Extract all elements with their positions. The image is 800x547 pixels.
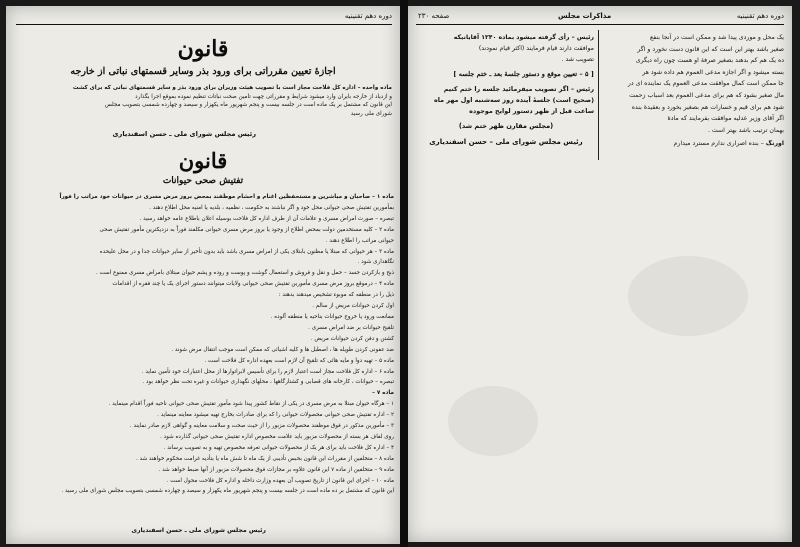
law1-body [14,84,392,118]
right-column-line: اگر آقای وزیر عدلیه موافقت بفرمایند که مادهٔ [667,115,784,123]
agenda-line: (صحیح است) جلسهٔ آینده روز سه‌شنبه اول مهر ماه [434,96,594,104]
law2-line: ضد عفونی کردن طویله ها ، اصطبل ها و کلیه اشیائی که ممکن است موجب انتقال مرض شوند . [171,346,394,353]
law2-line: ۲ – اداره تفتیش صحی حیوانی محصولات حیوانی را که برای صادرات بخارج تهیه میشود معاینه مینماید . [157,412,394,419]
law1-line: شورای ملی رسید [350,110,392,117]
law2-line: ۱ – هرگاه حیوان مبتلا به مرض مسری در یکی از نقاط کشور پیدا شود مأمور تفتیش صحی حیوانی ناحیه فوراً اقدام مینماید . [108,401,394,408]
law2-line: این قانون که مشتمل بر ده ماده است در جلسه بیست و پنجم شهریور ماه یکهزار و سیصد و چهارده شمسی بتصویب مجلس شورای ملی رسید . [61,488,394,495]
right-column-line: یک محل و موردی پیدا شد و ممکن است در آنجا بنفع [649,34,784,41]
law2-line: ماده ۹ – متخلفین از ماده ۷ این قانون علاوه بر مجازات فوق محصولات مزبور از آنها ضبط خواهد شد . [158,466,394,473]
book-gutter [400,0,408,547]
law2-line: بمأمورین تفتیش صحی حیوانی محل خود و اگر نباشند به حکومت ، نظمیه ، بلدیه یا امنیه محل اطلاع دهند . [149,204,394,211]
law2-line: ماده ۷ – [372,390,394,397]
right-page-header-page-number: صفحه ۲۳۰ [418,12,450,20]
right-column-line: شود هم برای قیم و خسارات هم بصغیر بخورد و بعقیدهٔ بنده [631,103,784,111]
left-page-header-session: دوره دهم تقنینیه [344,12,392,20]
law2-line: ماده ۱۰ – اجرای این قانون از تاریخ تصویب آن بعهده وزارت داخله و اداره کل فلاحت محول است . [166,477,394,484]
law2-line: تلقیح حیوانات بر ضد امراض مسری . [308,324,394,331]
paper-stain [448,386,538,456]
law2-line: ماده ۳ – هر حیوانی که مبتلا یا مظنون بابتلای یکی از امراض مسری باشد باید بدون تأخیر از سایر حیوانات جدا و در محل علیحده [99,248,394,255]
law1-line: ماده واحده – اداره کل فلاحت مجاز است با تصویب هیئت وزیران برای ورود بذر و سایر قسمتهای نباتی که برای کشت [72,85,392,91]
law2-signature: رئیس مجلس شورای ملی ـ حسن اسفندیاری [131,527,266,534]
law2-line: تبصره – حیوانات ، کارخانه های قصابی و کشتارگاهها ، محلهای نگهداری حیوانات و غیره تحت نظر خواهد بود . [142,379,394,386]
header-rule [416,24,784,25]
law2-line: نگاهداری شود . [357,259,394,266]
right-page [408,6,792,542]
left-column-text [418,32,594,65]
right-column-text [604,32,784,136]
right-column-line: مال صغیر بشود که هم برای مدعی العموم بعد اسباب زحمت [629,91,784,99]
law2-line: ماده ۸ – متخلفین از مقررات این قانون بحبس تأدیبی از یک ماه تا شش ماه یا بتأدیه غرامت محکوم خواهند شد . [135,455,394,462]
right-column-line: جا ممکن است کمال موافقت مدعی العموم یک نماینده ای در [627,80,784,88]
paper-stain [628,256,748,336]
left-page [6,6,400,544]
law2-line: روی لفاف هر بسته از محصولات مزبور باید علامت مخصوص اداره تفتیش صحی حیوانی گذارده شود . [160,433,394,440]
right-page-header-session: دوره دهم تقنینیه [736,12,784,20]
agenda-line: ساعت قبل از ظهر دستور لوایح موجوده [469,107,594,115]
law2-title: قانون [178,148,228,173]
law2-line: ماده ۱ – صاحبان و مباشرین و مستحفظین اغنام و احشام موظفند بمحض بروز مرض مسری در حیوانات خود مراتب را فوراً [59,194,394,200]
law1-signature: رئیس مجلس شورای ملی ـ حسن اسفندیاری [112,130,256,138]
agenda-heading: [ ۵ – تعیین موقع و دستور جلسهٔ بعد ـ ختم جلسه ] [453,70,594,78]
speaker-text: بنده اصراری ندارم مسترد میدارم [673,140,759,147]
right-column-line: ده یک هم کم بدهند بصغیر صرفهٔ او هست چون راه دیگری [635,57,784,65]
agenda-line: رئیس – اگر تصویب میفرمائید جلسه را ختم کنیم [443,85,594,93]
column-divider [598,30,599,160]
right-column-line: بهمان ترتیب باشد بهتر است . [707,126,784,134]
law2-line: تبصره – صورت امراض مسری و علامات آن از طرف اداره کل فلاحت بوسیله اعلان باطلاع عامه خواهد رسید . [139,215,394,222]
agenda-text [418,84,594,117]
right-page-header-title: مذاکرات مجلس [558,12,612,20]
law2-line: کشتن و دفن کردن حیوانات مریض . [310,335,394,342]
law2-subtitle: تفتیش صحی حیوانات [162,176,244,186]
law2-line: ذیل را در منطقه که موبوء تشخیص میدهند بدهند : [278,292,394,299]
law1-subtitle: اجازهٔ تعیین مقرراتی برای ورود بذر وسایر قسمتهای نباتی از خارجه [70,66,336,77]
right-page-signature: رئیس مجلس شورای ملی – حسن اسفندیاری [429,138,583,146]
speaker-name: اورنگ [765,140,784,147]
right-column-line: بسته میشود و اگر اجازه مدعی العموم هم داده شود هر [642,68,784,76]
law1-title: قانون [177,36,229,62]
law2-line: حیوانی مراتب را اطلاع دهند . [325,237,394,244]
law2-line: ماده ۴ – درموقع بروز مرض مسری مأمورین تفتیش صحی حیوانی ولایات میتوانند دستور اجرای یک یا چند فقره از اقدامات [112,281,394,288]
session-closing-note: (مجلس مقارن ظهر ختم شد) [458,122,554,130]
law2-line: ماده ۵ – تهیه دوا و مایه هائی که تلقیح آن لازم است بعهده اداره کل فلاحت است . [204,357,394,364]
law1-line: این قانون که مشتمل بر یک ماده است در جلسه بیست و پنجم شهریور ماه یکهزار و سیصد و چهارده شمسی بتصویب مجلس [104,102,392,109]
speaker-remark [604,140,784,149]
left-column-line: تصویب شد . [561,56,594,63]
law2-line: ماده ۶ – اداره کل فلاحت مجاز است اعتبار لازم را برای تأسیس لابراتوارها از محل اعتبارات خود تأمین نماید . [141,368,394,375]
left-column-line: موافقت دارند قیام فرمایند (اکثر قیام نمودند) [478,45,594,52]
header-rule [16,24,392,25]
speaker-line: اورنگ – بنده اصراری ندارم مسترد میدارم [673,140,784,147]
law2-line: ۴ – اداره کل فلاحت باید برای هر یک از محصولات حیوانی تعرفه مخصوص تهیه و به تصویب برساند . [163,444,394,451]
law2-line: اول کردن حیوانات مریض از سالم . [312,303,394,310]
law2-line: ممانعت ورود یا خروج حیوانات بناحیه یا منطقه آلوده . [270,313,394,320]
law2-body [14,192,394,497]
law2-line: ذبح و بازکردن جسد – حمل و نقل و فروش و استعمال گوشت و پوست و روده و پشم حیوان مبتلای بامراض مسری ممنوع است . [96,270,394,277]
right-column-line: صغیر باشد بهتر این است که این قانون دست نخورد و اگر [637,45,784,53]
left-column-line: رئیس – رأی گرفته میشود بماده ۱۲۴۰ آقایانیکه [453,34,594,41]
law2-line: ۳ – مأمورین مذکور در فوق موظفند محصولات مزبور را از حیث صحت و سلامت معاینه و گواهی لازم صادر نمایند . [129,423,394,430]
law2-line: ماده ۲ – کلیه مستخدمین دولت بمحض اطلاع از وجود یا بروز مرض مسری حیوانی مکلفند فوراً به نزدیکترین مأمور تفتیش صحی [99,226,394,233]
law1-line: و ازدیاد از خارجه بایران وارد میشود شرایط و مقرراتی چهت تأمین صحت نباتات تنظیم نموده بموقع اجرا بگذارد [135,93,392,100]
